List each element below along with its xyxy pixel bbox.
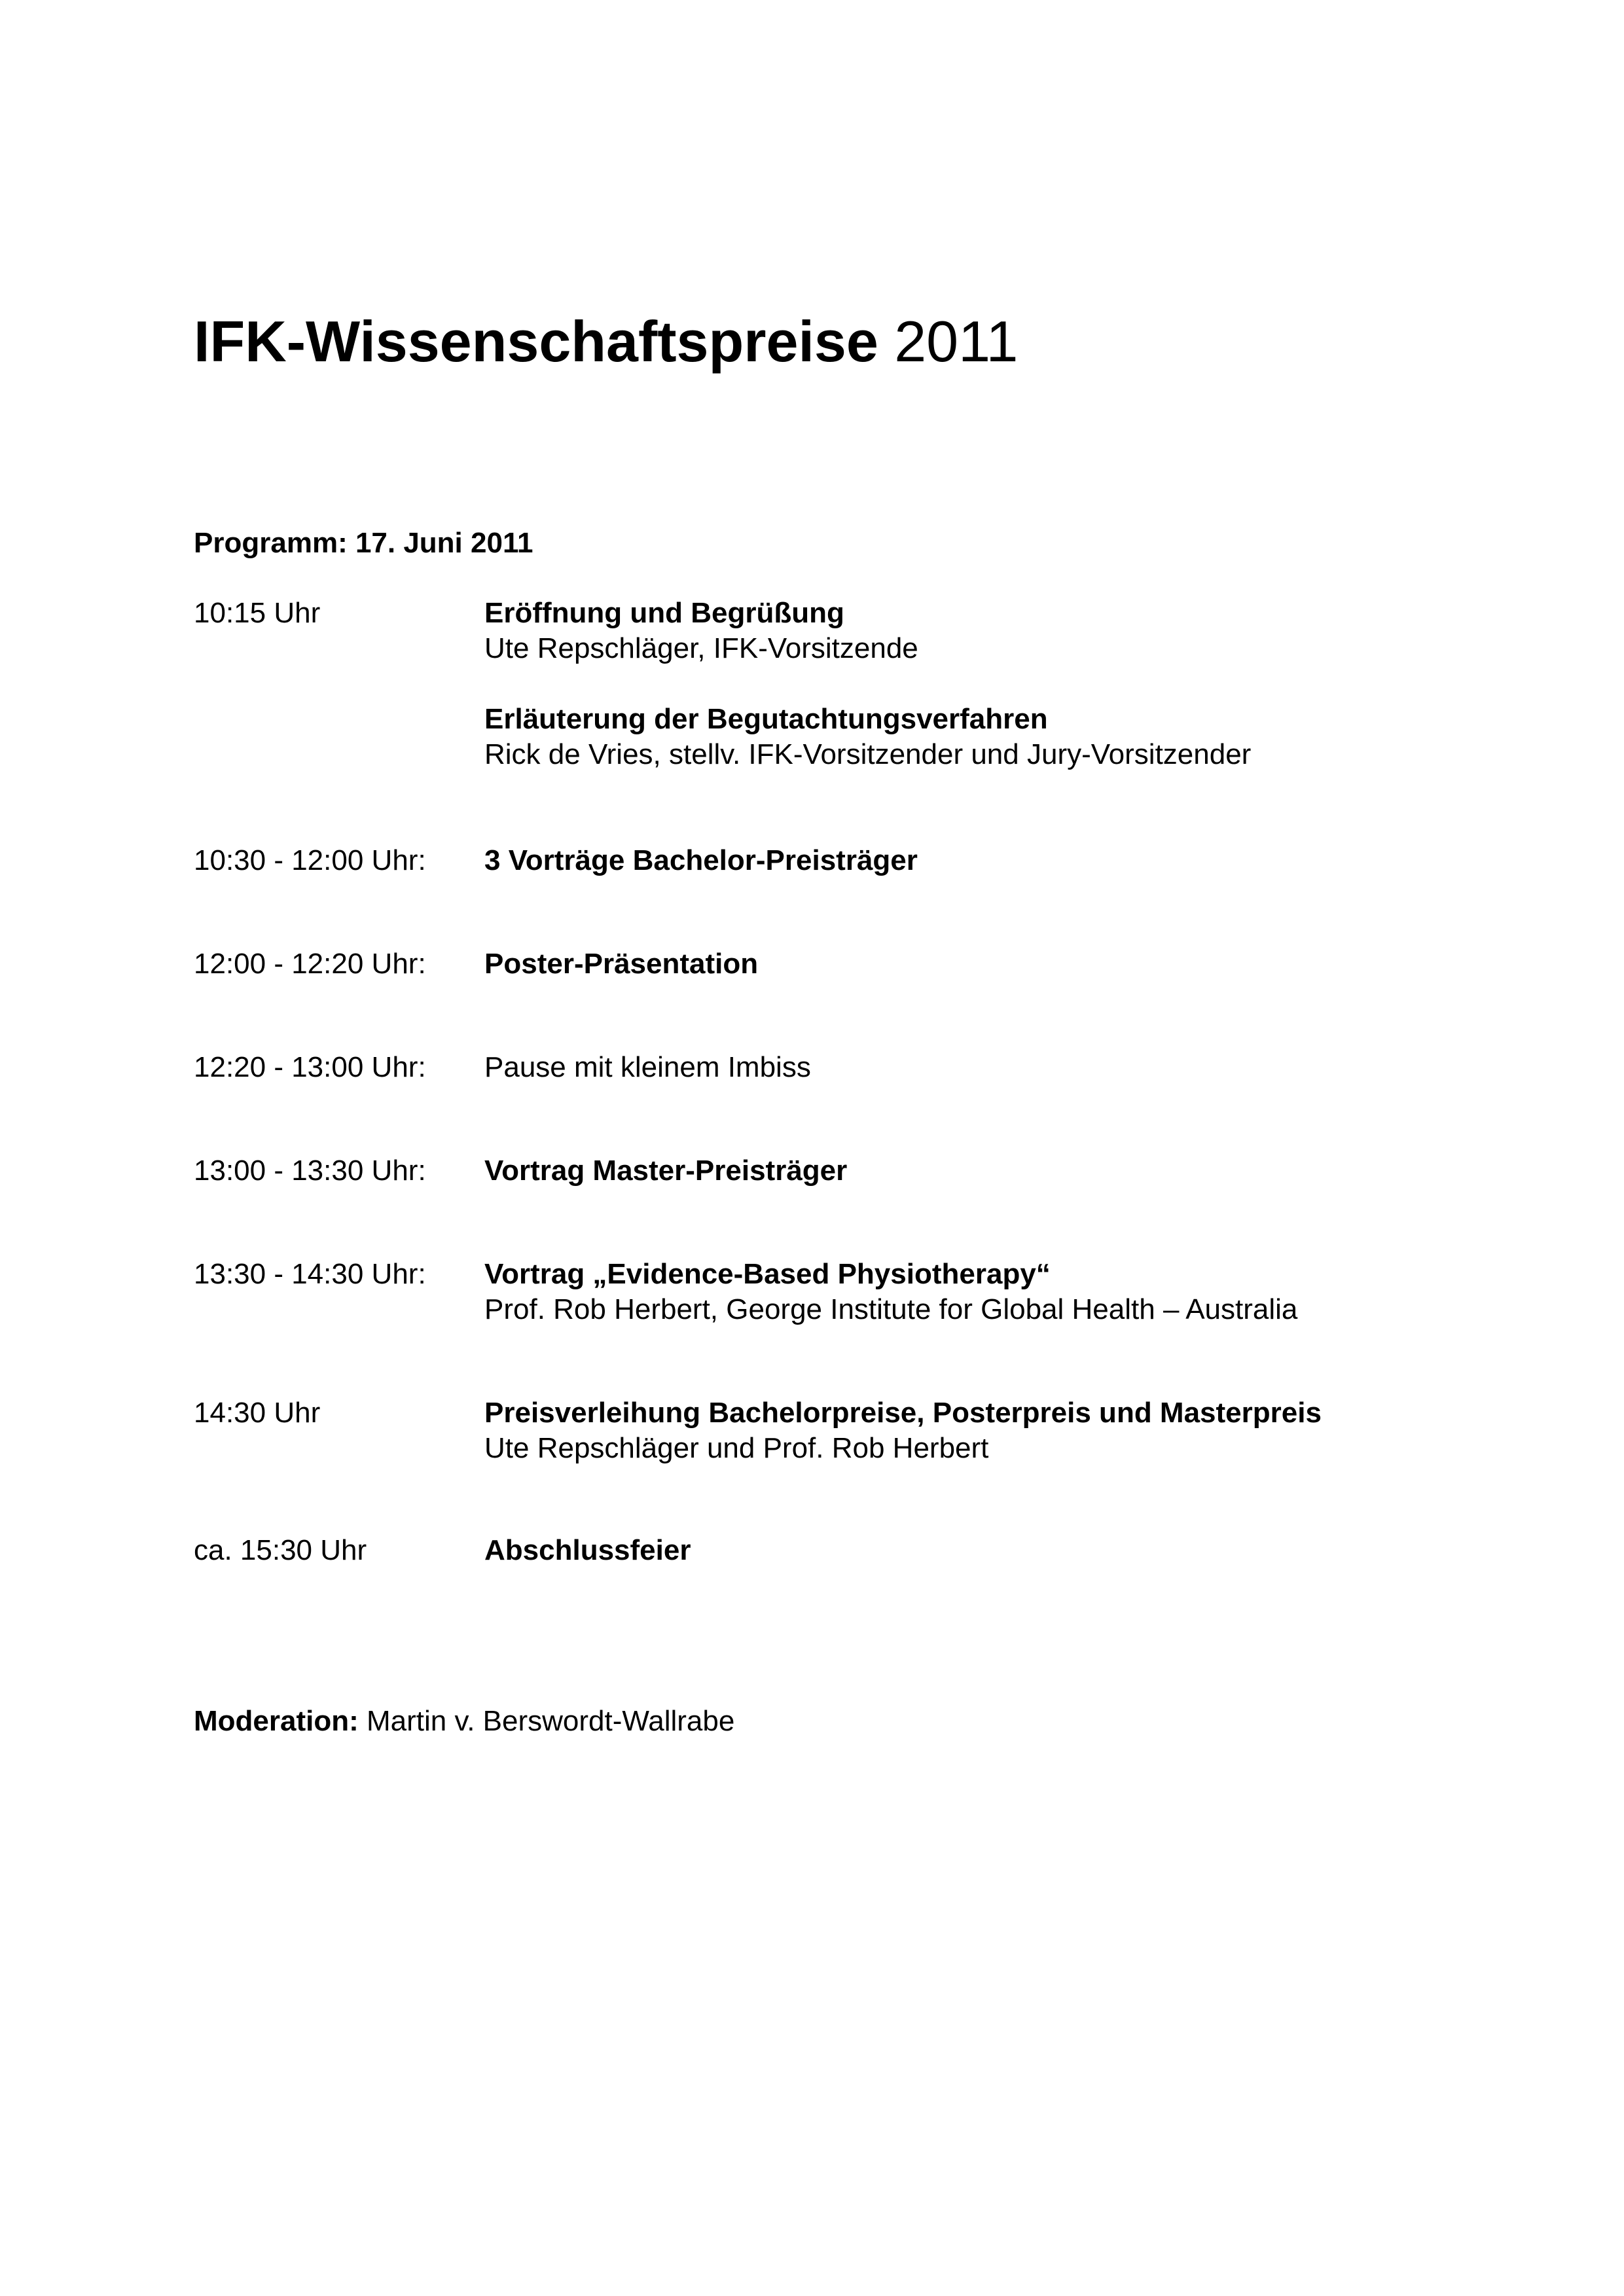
schedule-item-title: Vortrag „Evidence-Based Physiotherapy“ xyxy=(484,1258,1051,1290)
schedule-time: 12:00 - 12:20 Uhr: xyxy=(194,948,426,980)
schedule-item-title: Eröffnung und Begrüßung xyxy=(484,597,844,629)
schedule-item-title: Poster-Präsentation xyxy=(484,948,759,980)
schedule-time: 10:30 - 12:00 Uhr: xyxy=(194,844,426,876)
schedule-detail xyxy=(484,1153,1499,1189)
schedule-item-speaker: Ute Repschläger, IFK-Vorsitzende xyxy=(484,632,918,664)
schedule-item-title: Erläuterung der Begutachtungsverfahren xyxy=(484,703,1048,735)
schedule-item-speaker: Rick de Vries, stellv. IFK-Vorsitzender und Jury-Vorsitzender xyxy=(484,738,1252,770)
schedule-detail xyxy=(484,843,1499,878)
schedule-item-speaker: Prof. Rob Herbert, George Institute for Global Health – Australia xyxy=(484,1293,1298,1325)
schedule-time: 14:30 Uhr xyxy=(194,1397,321,1429)
schedule-item-title: Pause mit kleinem Imbiss xyxy=(484,1051,811,1083)
schedule-detail xyxy=(484,1533,1499,1568)
schedule-item-title: 3 Vorträge Bachelor-Preisträger xyxy=(484,844,918,876)
schedule-time: 13:00 - 13:30 Uhr: xyxy=(194,1155,426,1187)
schedule-time: 12:20 - 13:00 Uhr: xyxy=(194,1051,426,1083)
schedule-item-title: Vortrag Master-Preisträger xyxy=(484,1155,848,1187)
schedule-detail xyxy=(484,1050,1499,1085)
schedule-detail xyxy=(484,946,1499,982)
schedule-time: 10:15 Uhr xyxy=(194,597,321,629)
program-date-heading: Programm: 17. Juni 2011 xyxy=(194,527,533,559)
schedule-item xyxy=(484,596,1499,666)
moderation-line xyxy=(194,1702,734,1741)
page-title-main: IFK-Wissenschaftspreise xyxy=(194,309,878,374)
schedule-item-title: Abschlussfeier xyxy=(484,1534,691,1566)
schedule-time: ca. 15:30 Uhr xyxy=(194,1534,367,1566)
moderator-name: Martin v. Berswordt-Wallrabe xyxy=(358,1705,735,1737)
schedule-detail xyxy=(484,1395,1499,1466)
schedule-item-title: Preisverleihung Bachelorpreise, Posterpreis und Masterpreis xyxy=(484,1397,1322,1429)
schedule-item-speaker: Ute Repschläger und Prof. Rob Herbert xyxy=(484,1432,989,1464)
schedule-detail xyxy=(484,1257,1499,1327)
schedule-time: 13:30 - 14:30 Uhr: xyxy=(194,1258,426,1290)
schedule-detail xyxy=(484,596,1499,772)
schedule-item xyxy=(484,702,1499,772)
page-title xyxy=(194,302,1018,381)
page-title-year: 2011 xyxy=(878,309,1019,374)
moderation-label: Moderation: xyxy=(194,1705,359,1737)
